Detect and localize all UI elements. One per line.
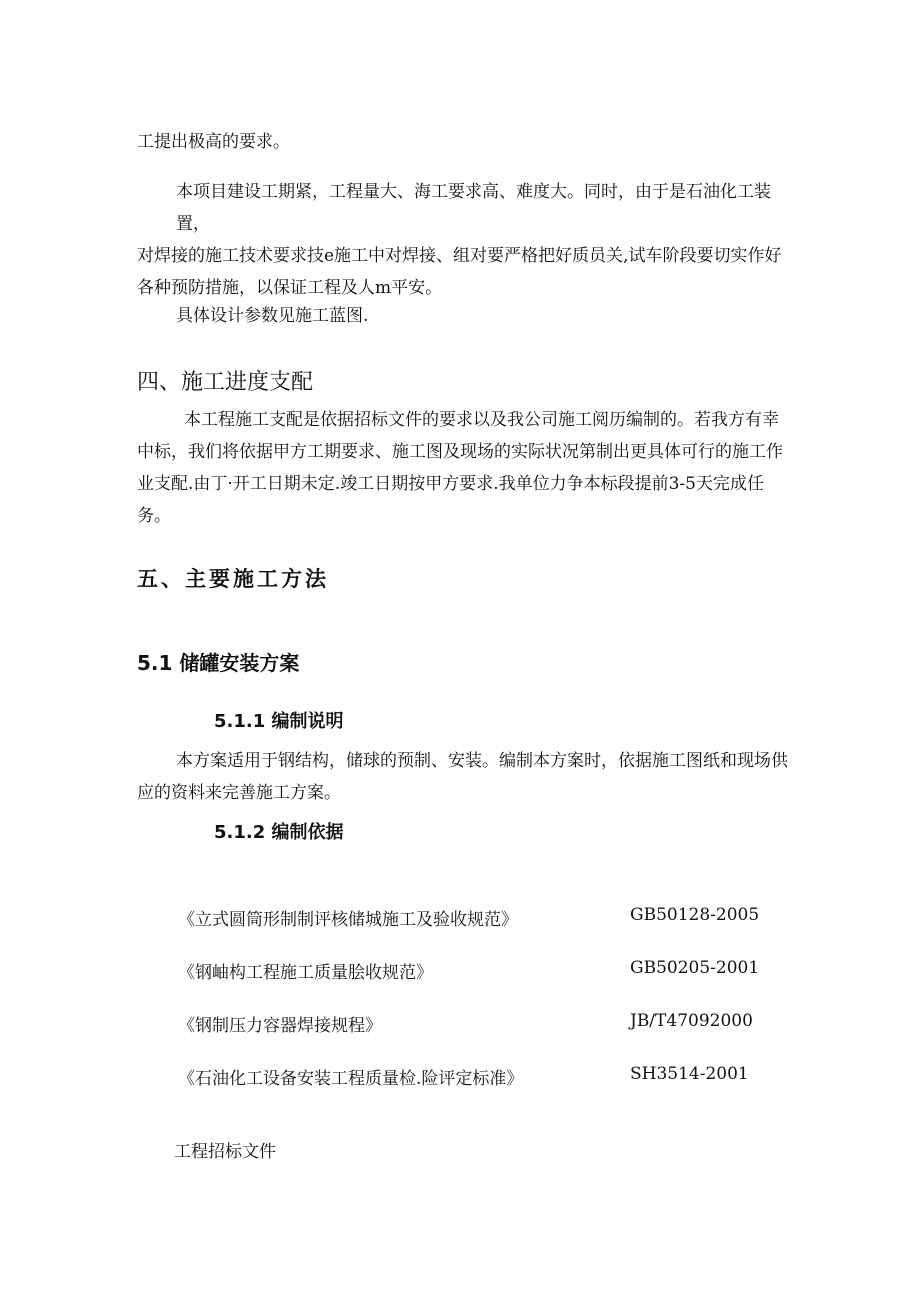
reference-name: 《钢岫构工程施工质量脍收规范》 [178, 963, 433, 983]
subsection-heading: 5.1 储罐安装方案 [137, 651, 300, 675]
reference-code: SH3514-2001 [630, 1064, 749, 1084]
reference-name: 《立式圆筒形制制评核储城施工及验收规范》 [178, 910, 518, 930]
paragraph: 本项目建设工期紧，工程量大、海工要求高、难度大。同时，由于是石油化工装置， 对焊接的施工技术要求技e施工中对焊接、组对要严格把好质员关,试车阶段要切实作好 各种预防措施，以保证工程及人m平安。 [137, 182, 782, 298]
paragraph: 具体设计参数见施工蓝图. [176, 306, 369, 326]
section-heading: 五、主要施工方法 [137, 566, 329, 591]
reference-code: GB50205-2001 [630, 958, 760, 978]
reference-name: 《钢制压力容器焊接规程》 [178, 1016, 382, 1036]
reference-name: 《石油化工设备安装工程质量检.险评定标准》 [178, 1069, 524, 1089]
reference-code: GB50128-2005 [630, 905, 760, 925]
paragraph: 工程招标文件 [174, 1142, 276, 1162]
paragraph: 本工程施工支配是依据招标文件的要求以及我公司施工阅历编制的。若我方有幸 中标，我们将依据甲方工期要求、施工图及现场的实际状况第制出更具体可行的施工作 业支配.由丁·开工日期未定.竣工日期按甲方要求.我单位力争本标段提前3-5天完成任务。 [137, 410, 783, 526]
reference-code: JB/T47092000 [630, 1011, 753, 1031]
paragraph: 工提出极高的要求。 [137, 132, 290, 152]
subsubsection-heading: 5.1.1 编制说明 [214, 711, 344, 732]
section-heading: 四、施工进度支配 [137, 370, 314, 395]
paragraph: 本方案适用于钢结构，储球的预制、安装。编制本方案时，依据施工图纸和现场供 应的资料来完善施工方案。 [137, 751, 788, 803]
subsubsection-heading: 5.1.2 编制依据 [214, 822, 344, 843]
